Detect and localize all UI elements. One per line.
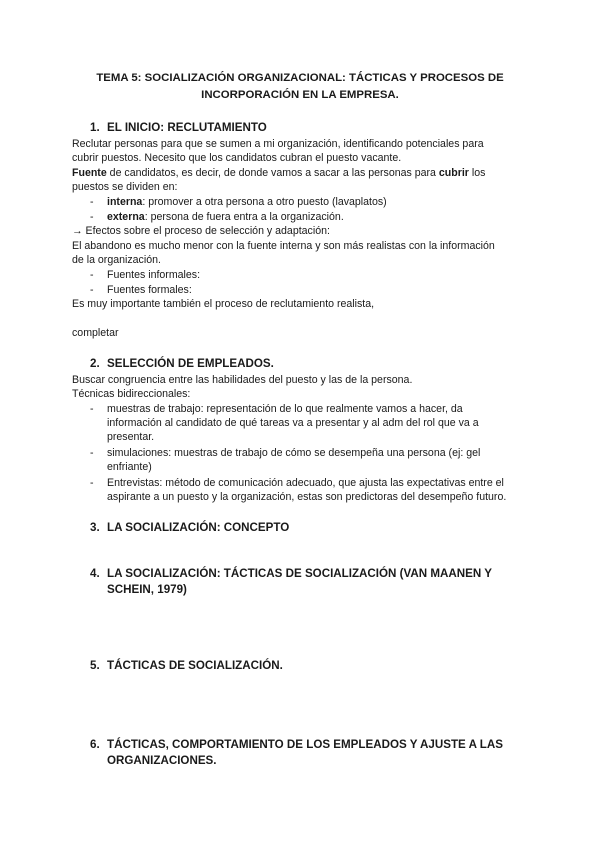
- section-title: LA SOCIALIZACIÓN: TÁCTICAS DE SOCIALIZACIÓN (VAN MAANEN Y SCHEIN, 1979): [107, 567, 492, 596]
- paragraph: de la organización.: [72, 254, 161, 266]
- title-line-1: TEMA 5: SOCIALIZACIÓN ORGANIZACIONAL: TÁCTICAS Y PROCESOS DE: [96, 72, 504, 84]
- section-title: LA SOCIALIZACIÓN: CONCEPTO: [107, 521, 290, 534]
- bold-term: interna: [107, 196, 143, 208]
- paragraph: Técnicas bidireccionales:: [72, 388, 191, 400]
- section-number: 3.: [90, 521, 100, 534]
- paragraph: puestos se dividen en:: [72, 181, 178, 193]
- section-number: 1.: [90, 121, 100, 134]
- section-number: 2.: [90, 357, 100, 370]
- paragraph: Fuente de candidatos, es decir, de donde vamos a sacar a las personas para cubrir los: [72, 167, 486, 179]
- bold-term: Fuente: [72, 167, 107, 179]
- section-title: EL INICIO: RECLUTAMIENTO: [107, 121, 267, 134]
- paragraph: Reclutar personas para que se sumen a mi organización, identificando potenciales para: [72, 138, 484, 150]
- document-page: TEMA 5: SOCIALIZACIÓN ORGANIZACIONAL: TÁCTICAS Y PROCESOS DE INCORPORACIÓN EN LA EMPRESA. 1. EL INICIO: RECLUTAMIENTO Reclutar personas para que se sumen a mi organización, identificando potenciales para cubrir puestos. Necesito que los candidatos cubran el puesto vacante. Fuente de candidatos, es decir, de donde vamos a sacar a las personas para cubrir los puestos se dividen en: - interna: promover a otra persona a otro puesto (lavaplatos) - externa: persona de fuera entra a la organización. → Efectos sobre el proceso de selección y adaptación: El abandono es mucho menor con la fuente interna y son más realistas con la información de la organización. - Fuentes informales: - Fuentes formales: Es muy importante también el proceso de reclutamiento realista, completar 2. SELECCIÓN DE EMPLEADOS. Buscar congruencia entre las habilidades del puesto y las de la persona. Técnicas bidireccionales: - muestras de trabajo: representación de lo que realmente vamos a hacer, da información al candidato de qué tareas va a presentar y al adm del rol que va a presentar. - simulaciones: muestras de trabajo de cómo se desempeña una persona (ej: gel enfriante) - Entrevistas: método de comunicación adecuado, que ajusta las expectativas entre el aspirante a un puesto y la organización, estas son predictoras del desempeño futuro. 3. LA SOCIALIZACIÓN: CONCEPTO 4. LA SOCIALIZACIÓN: TÁCTICAS DE SOCIALIZACIÓN (VAN MAANEN Y SCHEIN, 1979) 5. TÁCTICAS DE SOCIALIZACIÓN. 6. TÁCTICAS, COMPORTAMIENTO DE LOS EMPLEADOS Y AJUSTE A LAS ORGANIZACIONES.: [0, 0, 600, 848]
- title-line-2: INCORPORACIÓN EN LA EMPRESA.: [201, 89, 399, 101]
- paragraph: cubrir puestos. Necesito que los candidatos cubran el puesto vacante.: [72, 152, 402, 164]
- section-number: 6.: [90, 738, 100, 751]
- paragraph: → Efectos sobre el proceso de selección y adaptación:: [72, 225, 330, 237]
- paragraph: Buscar congruencia entre las habilidades del puesto y las de la persona.: [72, 374, 413, 386]
- paragraph: completar: [72, 327, 119, 339]
- paragraph: El abandono es mucho menor con la fuente interna y son más realistas con la información: [72, 240, 495, 252]
- section-title: SELECCIÓN DE EMPLEADOS.: [107, 357, 274, 370]
- bold-term: externa: [107, 211, 145, 223]
- section-title: TÁCTICAS, COMPORTAMIENTO DE LOS EMPLEADOS Y AJUSTE A LAS ORGANIZACIONES.: [107, 738, 503, 767]
- document-title: [72, 70, 528, 104]
- bold-term: cubrir: [438, 167, 469, 179]
- paragraph: Es muy importante también el proceso de reclutamiento realista,: [72, 298, 375, 310]
- section-title: TÁCTICAS DE SOCIALIZACIÓN.: [107, 659, 283, 672]
- section-number: 4.: [90, 567, 100, 580]
- section-number: 5.: [90, 659, 100, 672]
